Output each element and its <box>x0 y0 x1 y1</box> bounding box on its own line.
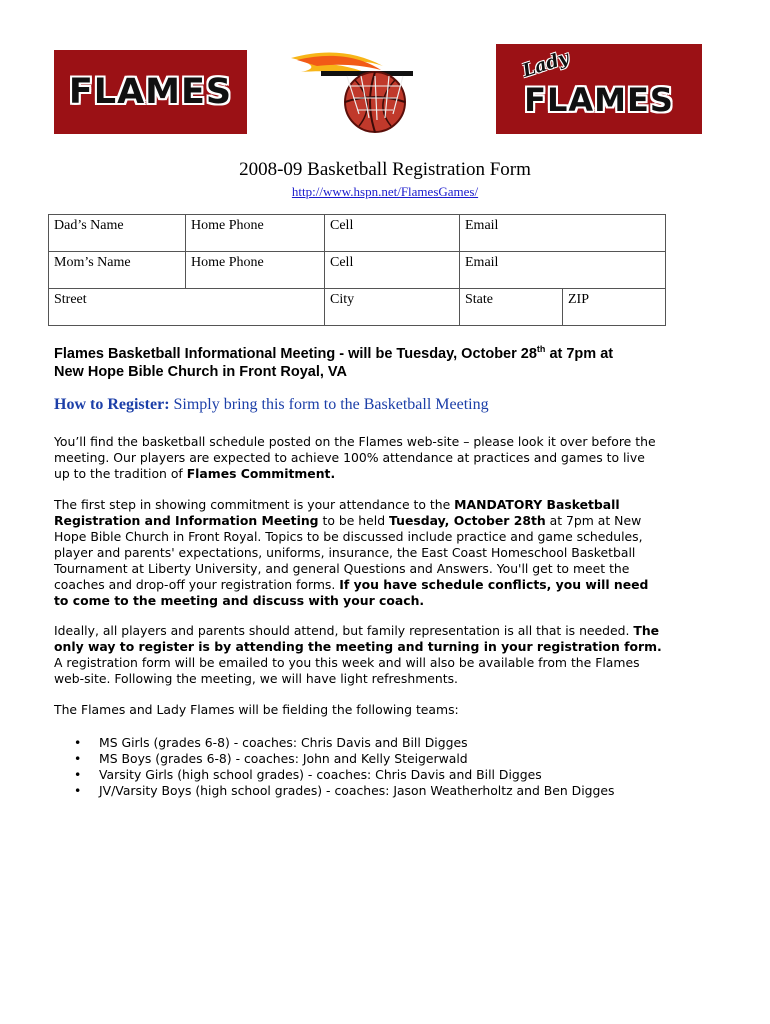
meeting-line1: Flames Basketball Informational Meeting - will be Tuesday, October 28 <box>54 345 537 362</box>
meeting-date-text: Tuesday, October 28th <box>389 513 546 528</box>
address-row <box>49 289 666 326</box>
mom-cell-field[interactable]: Cell <box>325 252 460 289</box>
team-text: MS Girls (grades 6-8) - coaches: Chris Davis and Bill Digges <box>99 735 468 750</box>
bullet: • <box>74 767 82 782</box>
state-field[interactable]: State <box>460 289 563 326</box>
commitment-paragraph <box>54 497 664 609</box>
registration-form-table <box>48 214 666 326</box>
zip-field[interactable]: ZIP <box>563 289 666 326</box>
commitment-text-3: at 7pm at New Hope Bible Church in Front Royal. Topics to be discussed include practice and game schedules, player and parents' expectations, uniforms, insurance, the East Coast Homeschool Basketball Tournament at Liberty University, and general Questions and Answers. You'll get to meet the coaches and drop-off your registration forms. <box>54 513 643 592</box>
moms-name-field[interactable]: Mom’s Name <box>49 252 186 289</box>
flames-logo <box>54 50 247 134</box>
mom-row <box>49 252 666 289</box>
commitment-text-1: The first step in showing commitment is your attendance to the <box>54 497 455 512</box>
list-item <box>54 751 614 767</box>
teams-list <box>54 735 614 799</box>
website-link-container <box>0 183 770 201</box>
how-to-register-text: Simply bring this form to the Basketball Meeting <box>169 396 489 413</box>
attendance-paragraph <box>54 623 664 687</box>
street-field[interactable]: Street <box>49 289 325 326</box>
team-text: JV/Varsity Boys (high school grades) - coaches: Jason Weatherholtz and Ben Digges <box>99 783 615 798</box>
list-item <box>54 783 614 799</box>
meeting-announcement <box>54 340 694 381</box>
commitment-text-2: to be held <box>318 513 390 528</box>
meeting-date-suffix: th <box>536 344 546 354</box>
schedule-text: You’ll find the basketball schedule posted on the Flames web-site – please look it over before the meeting. Our players are expected to achieve 100% attendance at practices and games to live up to the tradition of <box>54 434 656 481</box>
flaming-basketball-icon <box>287 44 433 134</box>
meeting-time: at 7pm at <box>545 345 614 362</box>
flames-website-link[interactable]: http://www.hspn.net/FlamesGames/ <box>291 184 479 199</box>
dad-email-field[interactable]: Email <box>460 215 666 252</box>
dad-cell-field[interactable]: Cell <box>325 215 460 252</box>
lady-flames-logo-text: FLAMES <box>524 81 674 119</box>
form-title: 2008-09 Basketball Registration Form <box>239 159 531 180</box>
how-to-register <box>54 396 694 414</box>
lady-script-text: Lady <box>519 47 572 82</box>
list-item <box>54 767 614 783</box>
bullet: • <box>74 783 82 798</box>
teams-intro: The Flames and Lady Flames will be fielding the following teams: <box>54 702 459 717</box>
mom-email-field[interactable]: Email <box>460 252 666 289</box>
attendance-text-2: A registration form will be emailed to you this week and will also be available from the Flames web-site. Following the meeting, we will have light refreshments. <box>54 655 640 686</box>
how-to-register-label: How to Register: <box>54 396 170 413</box>
dad-home-phone-field[interactable]: Home Phone <box>186 215 325 252</box>
mandatory-meeting-text: MANDATORY Basketball Registration and Information Meeting <box>54 497 620 528</box>
schedule-paragraph <box>54 434 664 482</box>
bullet: • <box>74 735 82 750</box>
team-text: Varsity Girls (high school grades) - coaches: Chris Davis and Bill Digges <box>99 767 542 782</box>
only-way-to-register-text: The only way to register is by attending the meeting and turning in your registration form. <box>54 623 662 654</box>
meeting-location: New Hope Bible Church in Front Royal, VA <box>54 363 347 380</box>
dad-row <box>49 215 666 252</box>
attendance-text-1: Ideally, all players and parents should attend, but family representation is all that is needed. <box>54 623 634 638</box>
schedule-conflicts-text: If you have schedule conflicts, you will need to come to the meeting and discuss with your coach. <box>54 577 649 608</box>
bullet: • <box>74 751 82 766</box>
flames-logo-text: FLAMES <box>68 72 233 112</box>
mom-home-phone-field[interactable]: Home Phone <box>186 252 325 289</box>
team-text: MS Boys (grades 6-8) - coaches: John and Kelly Steigerwald <box>99 751 468 766</box>
lady-flames-logo <box>496 44 702 134</box>
city-field[interactable]: City <box>325 289 460 326</box>
list-item <box>54 735 614 751</box>
flames-commitment-text: Flames Commitment. <box>186 466 336 481</box>
dads-name-field[interactable]: Dad’s Name <box>49 215 186 252</box>
